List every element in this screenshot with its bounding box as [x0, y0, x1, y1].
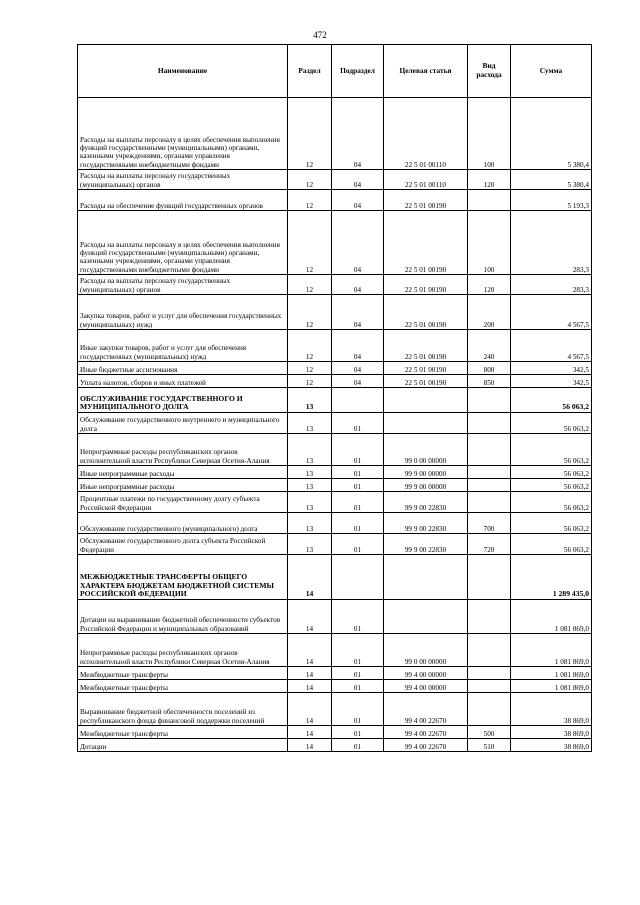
cell-razdel: 13: [288, 434, 332, 466]
cell-podrazdel: 01: [332, 680, 384, 693]
cell-summa: 56 063,2: [511, 492, 592, 513]
cell-vid: 700: [468, 513, 511, 534]
table-row: [78, 275, 592, 295]
cell-summa: 38 869,0: [511, 726, 592, 739]
cell-razdel: 13: [288, 513, 332, 534]
cell-vid: 100: [468, 98, 511, 170]
cell-name: Расходы на выплаты персоналу в целях обеспечения выполнения функций государственными (муниципальными) органами, казенными учреждениями, органами управления государственными внебюджетными фондами: [78, 211, 288, 275]
cell-statya: 99 4 00 00000: [384, 680, 468, 693]
cell-vid: [468, 479, 511, 492]
cell-vid: 720: [468, 534, 511, 555]
cell-name: ОБСЛУЖИВАНИЕ ГОСУДАРСТВЕННОГО И МУНИЦИПАЛЬНОГО ДОЛГА: [78, 388, 288, 413]
cell-razdel: 13: [288, 534, 332, 555]
cell-statya: [384, 600, 468, 634]
table-row: [78, 211, 592, 275]
cell-podrazdel: 04: [332, 275, 384, 295]
table-row: [78, 492, 592, 513]
table-row: [78, 555, 592, 600]
cell-statya: [384, 388, 468, 413]
cell-summa: 56 063,2: [511, 413, 592, 434]
cell-podrazdel: 01: [332, 413, 384, 434]
cell-statya: 22 5 01 00190: [384, 295, 468, 330]
table-row: [78, 634, 592, 667]
cell-name: Расходы на выплаты персоналу государственных (муниципальных) органов: [78, 170, 288, 190]
table-row: [78, 693, 592, 726]
cell-vid: [468, 600, 511, 634]
table-row: [78, 479, 592, 492]
cell-razdel: 12: [288, 190, 332, 211]
cell-vid: [468, 413, 511, 434]
cell-statya: 22 5 01 00190: [384, 362, 468, 375]
cell-podrazdel: 01: [332, 667, 384, 680]
cell-summa: 56 063,2: [511, 479, 592, 492]
cell-podrazdel: 01: [332, 466, 384, 479]
cell-podrazdel: 04: [332, 330, 384, 362]
cell-statya: [384, 555, 468, 600]
cell-summa: 283,3: [511, 211, 592, 275]
cell-summa: 56 063,2: [511, 434, 592, 466]
cell-vid: [468, 492, 511, 513]
cell-name: Непрограммные расходы республиканских органов исполнительной власти Республики Северная Осетия-Алания: [78, 634, 288, 667]
cell-name: Обслуживание государственного долга субъекта Российской Федерации: [78, 534, 288, 555]
cell-podrazdel: 04: [332, 362, 384, 375]
cell-name: Обслуживание государственного (муниципального) долга: [78, 513, 288, 534]
cell-summa: 1 289 435,0: [511, 555, 592, 600]
cell-razdel: 12: [288, 330, 332, 362]
cell-razdel: 14: [288, 693, 332, 726]
cell-statya: 22 5 01 00190: [384, 330, 468, 362]
cell-vid: 850: [468, 375, 511, 388]
cell-name: Межбюджетные трансферты: [78, 667, 288, 680]
cell-podrazdel: 01: [332, 739, 384, 752]
cell-vid: [468, 190, 511, 211]
cell-name: Межбюджетные трансферты: [78, 680, 288, 693]
cell-summa: 1 081 869,0: [511, 680, 592, 693]
table-row: [78, 388, 592, 413]
table-row: [78, 170, 592, 190]
table-row: [78, 726, 592, 739]
page-number: 472: [313, 30, 327, 40]
cell-vid: 240: [468, 330, 511, 362]
cell-podrazdel: 01: [332, 534, 384, 555]
table-row: [78, 667, 592, 680]
col-header-razdel: Раздел: [288, 45, 332, 98]
table-row: [78, 362, 592, 375]
cell-podrazdel: 04: [332, 98, 384, 170]
cell-razdel: 12: [288, 362, 332, 375]
table-row: [78, 466, 592, 479]
cell-vid: 500: [468, 726, 511, 739]
cell-podrazdel: 04: [332, 375, 384, 388]
cell-razdel: 12: [288, 375, 332, 388]
cell-vid: [468, 388, 511, 413]
cell-vid: [468, 466, 511, 479]
cell-statya: 99 4 00 00000: [384, 667, 468, 680]
cell-podrazdel: 01: [332, 513, 384, 534]
cell-podrazdel: 04: [332, 295, 384, 330]
cell-name: Расходы на выплаты персоналу государственных (муниципальных) органов: [78, 275, 288, 295]
cell-vid: [468, 667, 511, 680]
cell-razdel: 12: [288, 98, 332, 170]
cell-statya: 22 5 01 00190: [384, 375, 468, 388]
cell-name: Процентные платежи по государственному долгу субъекта Российской Федерации: [78, 492, 288, 513]
cell-summa: 5 380,4: [511, 170, 592, 190]
cell-razdel: 14: [288, 667, 332, 680]
cell-name: Межбюджетные трансферты: [78, 726, 288, 739]
cell-podrazdel: 01: [332, 492, 384, 513]
cell-razdel: 14: [288, 634, 332, 667]
cell-podrazdel: [332, 388, 384, 413]
cell-statya: 99 0 00 00000: [384, 634, 468, 667]
cell-podrazdel: 04: [332, 211, 384, 275]
cell-statya: [384, 413, 468, 434]
cell-summa: 1 081 869,0: [511, 600, 592, 634]
cell-name: Иные бюджетные ассигнования: [78, 362, 288, 375]
cell-name: Непрограммные расходы республиканских органов исполнительной власти Республики Северная Осетия-Алания: [78, 434, 288, 466]
cell-name: Выравнивание бюджетной обеспеченности поселений из республиканского фонда финансовой поддержки поселений: [78, 693, 288, 726]
cell-statya: 22 5 01 00110: [384, 170, 468, 190]
cell-razdel: 12: [288, 211, 332, 275]
table-row: [78, 534, 592, 555]
cell-vid: 510: [468, 739, 511, 752]
cell-vid: [468, 555, 511, 600]
cell-summa: 56 063,2: [511, 466, 592, 479]
cell-podrazdel: 04: [332, 170, 384, 190]
cell-vid: [468, 434, 511, 466]
table-row: [78, 434, 592, 466]
cell-razdel: 13: [288, 388, 332, 413]
table-row: [78, 739, 592, 752]
cell-vid: [468, 693, 511, 726]
cell-podrazdel: 01: [332, 634, 384, 667]
cell-name: Расходы на обеспечение функций государственных органов: [78, 190, 288, 211]
cell-summa: 4 567,5: [511, 295, 592, 330]
cell-podrazdel: [332, 555, 384, 600]
cell-podrazdel: 04: [332, 190, 384, 211]
cell-razdel: 14: [288, 680, 332, 693]
cell-statya: 22 5 01 00110: [384, 98, 468, 170]
cell-razdel: 13: [288, 413, 332, 434]
cell-statya: 22 5 01 00190: [384, 275, 468, 295]
cell-podrazdel: 01: [332, 434, 384, 466]
budget-table: [77, 44, 592, 752]
cell-statya: 99 9 00 22830: [384, 513, 468, 534]
cell-razdel: 12: [288, 275, 332, 295]
cell-summa: 342,5: [511, 375, 592, 388]
cell-vid: [468, 680, 511, 693]
cell-razdel: 13: [288, 466, 332, 479]
col-header-statya: Целевая статья: [384, 45, 468, 98]
cell-razdel: 14: [288, 555, 332, 600]
cell-name: МЕЖБЮДЖЕТНЫЕ ТРАНСФЕРТЫ ОБЩЕГО ХАРАКТЕРА БЮДЖЕТАМ БЮДЖЕТНОЙ СИСТЕМЫ РОССИЙСКОЙ ФЕДЕРАЦИИ: [78, 555, 288, 600]
cell-vid: 800: [468, 362, 511, 375]
col-header-name: Наименование: [78, 45, 288, 98]
cell-razdel: 13: [288, 492, 332, 513]
cell-razdel: 14: [288, 600, 332, 634]
cell-name: Иные закупки товаров, работ и услуг для обеспечения государственных (муниципальных) нужд: [78, 330, 288, 362]
col-header-summa: Сумма: [511, 45, 592, 98]
table-header-row: [78, 45, 592, 98]
table-row: [78, 330, 592, 362]
col-header-podrazdel: Подраздел: [332, 45, 384, 98]
cell-summa: 56 063,2: [511, 388, 592, 413]
table-row: [78, 295, 592, 330]
cell-summa: 1 081 869,0: [511, 634, 592, 667]
cell-name: Закупка товаров, работ и услуг для обеспечения государственных (муниципальных) нужд: [78, 295, 288, 330]
cell-statya: 99 9 00 22830: [384, 534, 468, 555]
cell-summa: 342,5: [511, 362, 592, 375]
cell-summa: 38 869,0: [511, 693, 592, 726]
table-row: [78, 98, 592, 170]
table-row: [78, 600, 592, 634]
cell-razdel: 14: [288, 726, 332, 739]
cell-summa: 283,3: [511, 275, 592, 295]
cell-summa: 1 081 869,0: [511, 667, 592, 680]
cell-name: Дотации: [78, 739, 288, 752]
cell-statya: 99 9 00 22830: [384, 492, 468, 513]
cell-statya: 99 0 00 00000: [384, 434, 468, 466]
cell-summa: 4 567,5: [511, 330, 592, 362]
cell-vid: [468, 634, 511, 667]
cell-summa: 5 380,4: [511, 98, 592, 170]
table-row: [78, 680, 592, 693]
cell-vid: 100: [468, 211, 511, 275]
cell-podrazdel: 01: [332, 726, 384, 739]
cell-vid: 120: [468, 275, 511, 295]
cell-razdel: 14: [288, 739, 332, 752]
cell-podrazdel: 01: [332, 600, 384, 634]
cell-razdel: 12: [288, 170, 332, 190]
cell-name: Обслуживание государственного внутреннего и муниципального долга: [78, 413, 288, 434]
cell-name: Иные непрограммные расходы: [78, 479, 288, 492]
table-row: [78, 413, 592, 434]
table-row: [78, 375, 592, 388]
cell-statya: 22 5 01 00190: [384, 190, 468, 211]
cell-summa: 5 193,3: [511, 190, 592, 211]
cell-statya: 99 4 00 22670: [384, 739, 468, 752]
col-header-vid: Вид расхода: [468, 45, 511, 98]
cell-statya: 99 4 00 22670: [384, 726, 468, 739]
cell-statya: 99 9 00 00000: [384, 466, 468, 479]
cell-podrazdel: 01: [332, 693, 384, 726]
table-row: [78, 513, 592, 534]
cell-name: Иные непрограммные расходы: [78, 466, 288, 479]
table-row: [78, 190, 592, 211]
cell-statya: 99 9 00 00000: [384, 479, 468, 492]
cell-podrazdel: 01: [332, 479, 384, 492]
cell-name: Уплата налогов, сборов и иных платежей: [78, 375, 288, 388]
cell-vid: 120: [468, 170, 511, 190]
cell-razdel: 13: [288, 479, 332, 492]
cell-statya: 99 4 00 22670: [384, 693, 468, 726]
cell-name: Расходы на выплаты персоналу в целях обеспечения выполнения функций государственными (муниципальными) органами, казенными учреждениями, органами управления государственными внебюджетными фондами: [78, 98, 288, 170]
cell-summa: 56 063,2: [511, 513, 592, 534]
cell-name: Дотации на выравнивание бюджетной обеспеченности субъектов Российской Федерации и муниципальных образований: [78, 600, 288, 634]
cell-summa: 38 869,0: [511, 739, 592, 752]
cell-vid: 200: [468, 295, 511, 330]
cell-summa: 56 063,2: [511, 534, 592, 555]
cell-razdel: 12: [288, 295, 332, 330]
cell-statya: 22 5 01 00190: [384, 211, 468, 275]
